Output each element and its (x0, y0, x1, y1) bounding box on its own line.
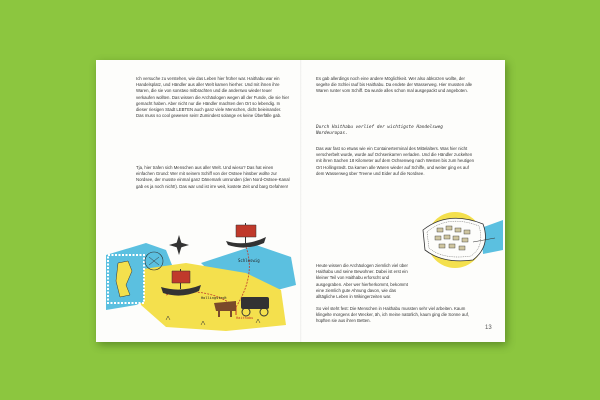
handwritten-note: Durch Haithabu verlief der wichtigste Handelsweg Nordeuropas. (316, 125, 443, 136)
book-spread (96, 60, 505, 342)
map-label-hollingstedt: Hollingstedt (201, 296, 227, 300)
right-paragraph-3: Heute wissen die Archäologen ziemlich viel über Haithabu und seine Bewohner. Dabei ist erst ein kleiner Teil von Haithabu erforscht und ausgegraben. Aber wer hierherkommt, bekommt eine ziemlich gute Ahnung davon, wie das alltägliche Leben in Wikingerzeiten war. (316, 263, 408, 300)
map-label-schleswig: Schleswig (238, 258, 260, 263)
right-paragraph-2: Das war fast so etwas wie ein Containerterminal des Mittelalters. Was hier nicht verscherbelt wurde, wurde auf Ochsenkarren verladen. Und die Händler zuckelten mit ihren Sachen 18 Kilometer auf dem Ochsenweg nach Westen bis zum heutigen Ort Hollingstedt. Da kamen alle Waren wieder auf Schiffe, und weiter ging es auf dem Wasserweg über Treene und Eider auf die Nordsee. (316, 146, 475, 176)
left-page (96, 60, 300, 342)
haithabu-settlement-illustration (413, 202, 503, 274)
right-paragraph-1: Es gab allerdings noch eine andere Möglichkeit. Wer also abkürzen wollte, der segelte die Schlei rauf bis Haithabu. Da endete der Wasserweg. Hier mussten alle Waren runter vom Schiff. Da wurde alles schon mal ausgepackt und angeboten. (316, 76, 473, 94)
left-paragraph-1: Ich versuche zu verstehen, wie das Leben hier früher war. Haithabu war ein Handelsplatz, und Händler aus aller Welt kamen hierher. Und mit ihnen ihre Waren, die sie von sonstwo mitbrachten und die anderswo wieder teuer verkaufen wollten. Das wissen die Archäologen wegen all der Funde, die sie hier gemacht haben. Aber nicht nur die Händler machten den Ort so lebendig. In dieser riesigen Stadt LEBTEN auch ganz viele Menschen, dicht beieinander. Das muss so cool gewesen sein! Zumindest solange es keine Überfälle gab. (136, 76, 290, 119)
right-paragraph-4: So viel steht fest: Die Menschen in Haithabu mussten sehr viel arbeiten. Kaum klingelte morgens der Wecker, äh, ich meine natürlich, kaum ging die Sonne auf, hüpften sie aus ihren Betten. (316, 306, 470, 324)
trade-route-map-illustration (106, 215, 296, 333)
page-number: 13 (485, 325, 492, 331)
map-label-haithabu: Haithabu (236, 316, 254, 320)
left-paragraph-2: Tja, hier trafen sich Menschen aus aller Welt. Und wieso? Das hat einen einfachen Grund: Wer mit seinem Schiff von der Ostsee hinüber wollte zur Nordsee, der musste einmal ganz Dänemark umrunden (den Nord-Ostsee-Kanal gab es ja noch nicht!). Das war und ist irre weit, kostete Zeit und barg Gefahren! (136, 165, 290, 189)
right-page (301, 60, 505, 342)
